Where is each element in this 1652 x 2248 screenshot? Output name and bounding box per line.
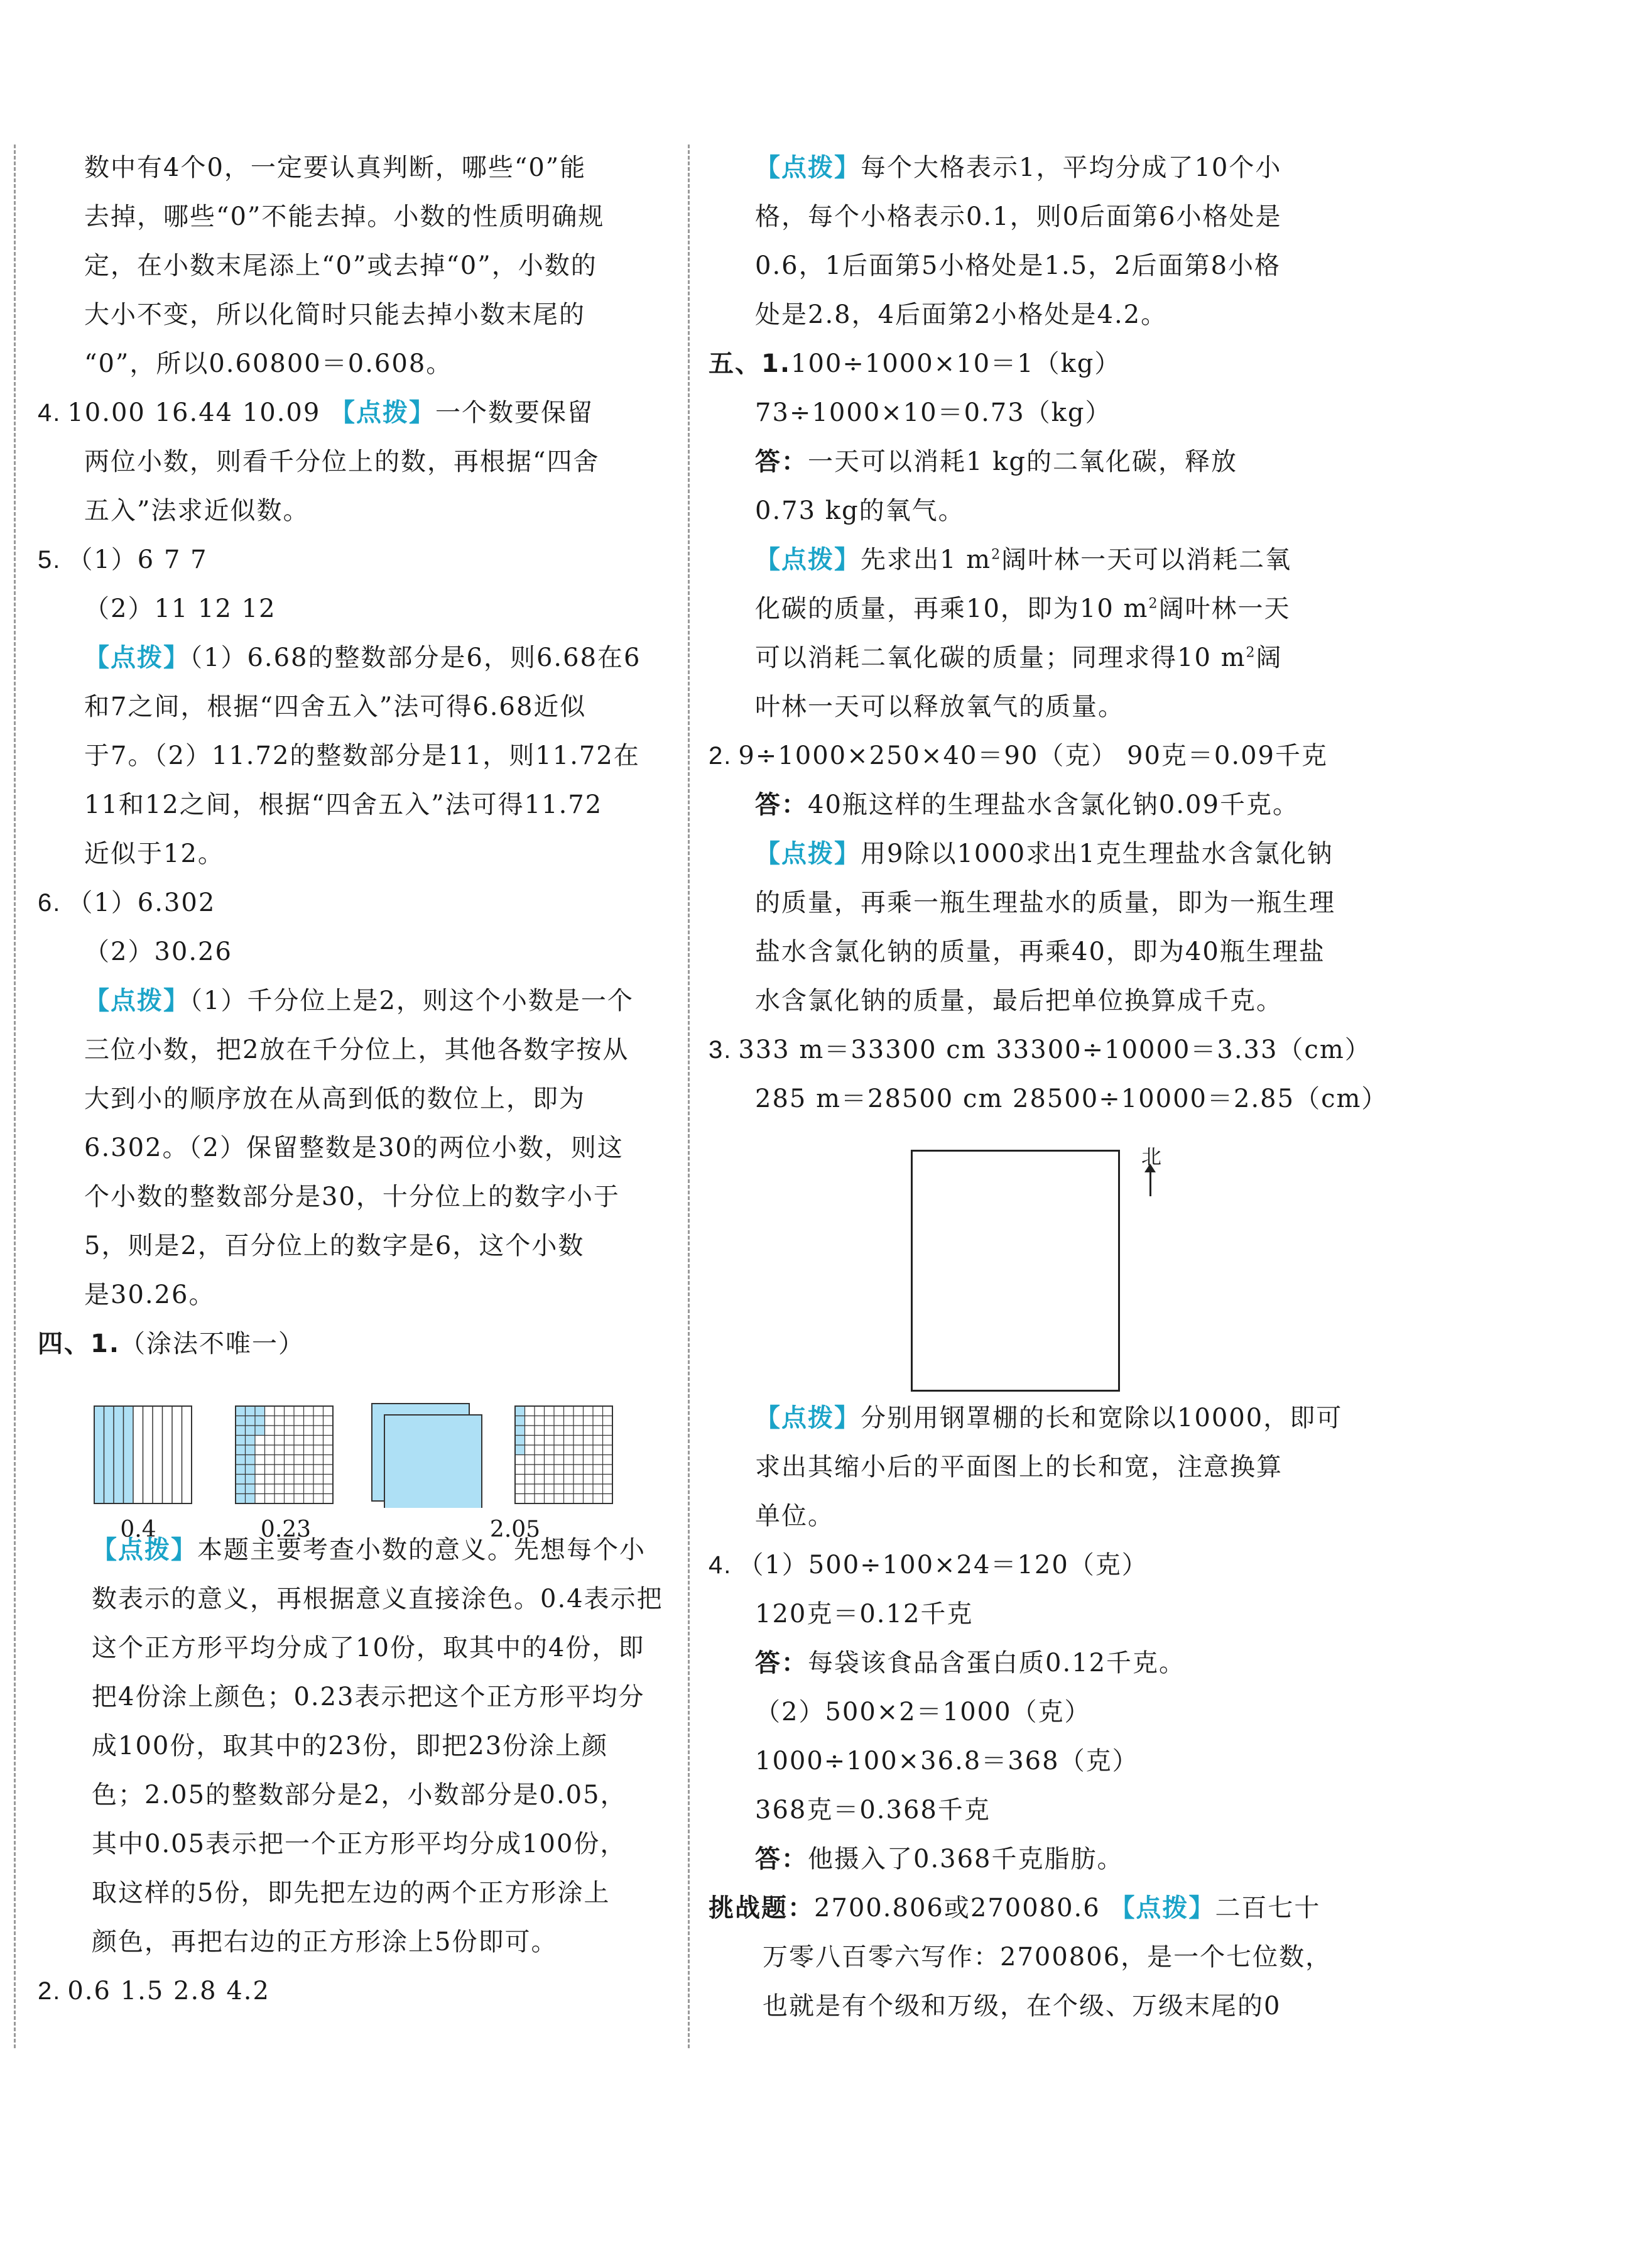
text-span: 的质量，再乘一瓶生理盐水的质量，即为一瓶生理: [755, 888, 1335, 917]
text-line: [709, 1492, 1337, 1541]
text-span: 水含氯化钠的质量，最后把单位换算成千克。: [755, 986, 1283, 1015]
text-span: （1）500÷100×24＝120（克）: [738, 1551, 1148, 1580]
hint-tag: 【点拨】: [330, 398, 436, 427]
text-span: （1）6 7 7: [67, 545, 208, 574]
text-span: 求出其缩小后的平面图上的长和宽，注意换算: [755, 1453, 1283, 1481]
text-span: 先求出1 m: [861, 545, 992, 574]
text-span: 颜色，再把右边的正方形涂上5份即可。: [92, 1928, 558, 1956]
text-span: 阔叶林一天: [1158, 594, 1291, 623]
column-divider: [688, 145, 690, 2048]
text-span: 4.: [38, 399, 62, 427]
shaded-strip: [94, 1406, 104, 1503]
text-span: 和7之间，根据“四舍五入”法可得6.68近似: [84, 692, 587, 721]
shaded-cell: [515, 1436, 525, 1446]
shaded-cell: [255, 1416, 265, 1426]
text-span: （2）500×2＝1000（克）: [755, 1698, 1091, 1727]
text-line: [709, 1933, 1337, 1982]
text-span: 可以消耗二氧化碳的质量；同理求得10 m: [755, 643, 1246, 672]
text-line: [38, 1319, 666, 1368]
text-span: 5，则是2，百分位上的数字是6，这个小数: [84, 1231, 585, 1260]
hint-tag: 【点拨】: [755, 839, 861, 868]
text-line: [38, 829, 666, 878]
text-span: （1）6.302: [67, 888, 216, 917]
text-span: （1）千分位上是2，则这个小数是一个: [190, 986, 634, 1015]
text-line: [38, 1025, 666, 1074]
text-line: [38, 1574, 666, 1623]
text-line: [709, 1835, 1337, 1884]
text-line: [709, 731, 1337, 780]
text-line: [709, 1541, 1337, 1590]
text-span: 6.302。（2）保留整数是30的两位小数，则这: [84, 1133, 624, 1162]
text-line: [38, 976, 666, 1025]
text-span: 10.00 16.44 10.09: [67, 398, 330, 427]
text-span: 处是2.8，4后面第2小格处是4.2。: [755, 300, 1168, 329]
text-line: [38, 290, 666, 339]
text-span: 4.: [709, 1551, 732, 1579]
text-span: 也就是有个级和万级，在个级、万级末尾的0: [763, 1992, 1281, 2021]
hint-tag: 【点拨】: [92, 1536, 197, 1564]
text-line: [38, 1869, 666, 1918]
text-line: [709, 535, 1337, 584]
text-line: [38, 1721, 666, 1771]
north-label: 北: [1141, 1145, 1161, 1169]
text-line: [38, 1270, 666, 1319]
grid-label-2-05: 2.05: [489, 1517, 541, 1542]
shaded-strip: [114, 1406, 124, 1503]
text-span: 3.: [709, 1036, 732, 1064]
decimal-grids-svg: [88, 1401, 641, 1508]
grid-label-0-4: 0.4: [120, 1517, 156, 1542]
text-span: 四、1.: [38, 1329, 121, 1358]
text-span: 每袋该食品含蛋白质0.12千克。: [808, 1649, 1186, 1678]
text-line: [709, 192, 1337, 241]
text-span: （涂法不唯一）: [120, 1329, 305, 1358]
text-line: [38, 1918, 666, 1967]
text-span: 答：: [755, 1845, 808, 1874]
text-span: 答：: [755, 790, 808, 819]
text-span: 2700.806或270080.6: [814, 1894, 1110, 1923]
text-line: [38, 1623, 666, 1672]
shaded-cell: [515, 1426, 525, 1436]
superscript: 2: [991, 547, 1002, 563]
left-margin-line: [14, 145, 16, 2048]
text-span: 答：: [755, 1649, 808, 1678]
text-line: [709, 1590, 1337, 1639]
hint-tag: 【点拨】: [755, 545, 861, 574]
text-span: 盐水含氯化钠的质量，再乘40，即为40瓶生理盐: [755, 937, 1325, 966]
text-span: 100÷1000×10＝1（kg）: [791, 349, 1121, 378]
text-line: [709, 1884, 1337, 1933]
text-span: 定，在小数末尾添上“0”或去掉“0”，小数的: [84, 251, 597, 280]
text-span: 答：: [755, 447, 808, 476]
text-line: [38, 682, 666, 731]
shaded-strip: [124, 1406, 134, 1503]
shaded-cell: [515, 1445, 525, 1455]
text-span: 他摄入了0.368千克脂肪。: [808, 1845, 1124, 1874]
text-span: 6.: [38, 889, 62, 917]
text-span: 其中0.05表示把一个正方形平均分成100份，: [92, 1830, 627, 1858]
text-line: [709, 1074, 1388, 1123]
text-span: 9÷1000×250×40＝90（克） 90克＝0.09千克: [738, 741, 1328, 770]
text-span: 二百七十: [1215, 1894, 1321, 1923]
text-span: 40瓶这样的生理盐水含氯化钠0.09千克。: [808, 790, 1299, 819]
hint-tag: 【点拨】: [1109, 1894, 1215, 1923]
text-span: 数表示的意义，再根据意义直接涂色。0.4表示把: [92, 1585, 663, 1613]
decimal-grids-figure: [88, 1401, 641, 1558]
text-line: [709, 486, 1337, 535]
text-line: [709, 1639, 1337, 1688]
text-span: 五入”法求近似数。: [84, 496, 310, 525]
text-line: [38, 1771, 666, 1820]
shaded-cell: [515, 1416, 525, 1426]
text-span: 叶林一天可以释放氧气的质量。: [755, 692, 1124, 721]
text-span: 个小数的整数部分是30，十分位上的数字小于: [84, 1182, 620, 1211]
text-span: 是30.26。: [84, 1280, 215, 1309]
text-line: [38, 339, 666, 388]
north-arrow-head-icon: [1144, 1164, 1156, 1172]
text-span: 于7。（2）11.72的整数部分是11，则11.72在: [84, 741, 640, 770]
text-line: [709, 437, 1337, 486]
text-line: [709, 682, 1337, 731]
text-span: 单位。: [755, 1502, 834, 1530]
plan-rectangle-figure: [911, 1145, 1175, 1401]
text-span: 挑战题：: [709, 1894, 814, 1923]
text-line: [38, 241, 666, 290]
grid-label-0-23: 0.23: [260, 1517, 312, 1542]
text-line: [38, 1221, 666, 1270]
text-span: 285 m＝28500 cm 28500÷10000＝2.85（cm）: [755, 1084, 1388, 1113]
hint-tag: 【点拨】: [755, 153, 861, 182]
text-line: [709, 1737, 1337, 1786]
text-span: 333 m＝33300 cm 33300÷10000＝3.33（cm）: [738, 1035, 1371, 1064]
text-line: [38, 486, 666, 535]
text-line: [709, 241, 1337, 290]
text-line: [38, 192, 666, 241]
text-line: [709, 1688, 1337, 1737]
text-span: 近似于12。: [84, 839, 224, 868]
text-span: 把4份涂上颜色；0.23表示把这个正方形平均分: [92, 1683, 645, 1711]
text-span: 大小不变，所以化简时只能去掉小数末尾的: [84, 300, 585, 329]
text-line: [38, 633, 666, 682]
text-line: [709, 584, 1337, 633]
shaded-cell: [255, 1406, 265, 1416]
superscript: 2: [1246, 645, 1256, 661]
text-line: [709, 780, 1337, 829]
hint-tag: 【点拨】: [84, 643, 190, 672]
text-line: [38, 1820, 666, 1869]
superscript: 2: [1148, 596, 1159, 612]
text-span: 取这样的5份，即先把左边的两个正方形涂上: [92, 1879, 611, 1907]
text-span: 去掉，哪些“0”不能去掉。小数的性质明确规: [84, 202, 605, 231]
text-span: （2）11 12 12: [84, 594, 276, 623]
text-line: [38, 1123, 666, 1172]
text-line: [38, 143, 666, 192]
text-span: 73÷1000×10＝0.73（kg）: [755, 398, 1112, 427]
text-line: [38, 437, 666, 486]
text-line: [709, 633, 1337, 682]
text-span: 万零八百零六写作：2700806，是一个七位数，: [763, 1943, 1332, 1972]
text-span: （1）6.68的整数部分是6，则6.68在6: [190, 643, 641, 672]
text-line: [38, 878, 666, 927]
text-line: [709, 1982, 1337, 2031]
text-line: [38, 535, 666, 584]
shaded-cell: [515, 1406, 525, 1416]
text-line: [709, 1025, 1371, 1074]
text-line: [38, 584, 666, 633]
text-span: 五、1.: [709, 349, 791, 378]
text-line: [38, 1074, 666, 1123]
text-span: 2.: [709, 742, 732, 770]
text-span: 色；2.05的整数部分是2，小数部分是0.05，: [92, 1781, 627, 1809]
text-line: [709, 1443, 1337, 1492]
north-arrow-icon: [1149, 1169, 1151, 1196]
text-span: 2.: [38, 1977, 62, 2005]
text-line: [709, 976, 1337, 1025]
text-span: 0.6 1.5 2.8 4.2: [67, 1977, 270, 2005]
text-line: [38, 388, 666, 437]
text-span: 分别用钢罩棚的长和宽除以10000，即可: [861, 1404, 1343, 1432]
text-span: 一个数要保留: [435, 398, 594, 427]
text-line: [709, 339, 1337, 388]
text-line: [709, 829, 1337, 878]
text-line: [709, 1786, 1337, 1835]
text-span: 368克＝0.368千克: [755, 1796, 991, 1825]
text-span: 本题主要考查小数的意义。先想每个小: [197, 1536, 646, 1564]
text-span: 5.: [38, 546, 62, 574]
plan-rectangle: [911, 1150, 1120, 1392]
shaded-cell: [255, 1426, 265, 1436]
text-span: 两位小数，则看千分位上的数，再根据“四舍: [84, 447, 600, 476]
text-span: 每个大格表示1，平均分成了10个小: [861, 153, 1282, 182]
text-line: [38, 927, 666, 976]
text-line: [709, 878, 1337, 927]
text-span: 大到小的顺序放在从高到低的数位上，即为: [84, 1084, 585, 1113]
text-span: 用9除以1000求出1克生理盐水含氯化钠: [861, 839, 1334, 868]
text-span: 化碳的质量，再乘10，即为10 m: [755, 594, 1149, 623]
text-span: 0.73 kg的氧气。: [755, 496, 965, 525]
text-line: [38, 1967, 666, 2016]
text-span: 数中有4个0，一定要认真判断，哪些“0”能: [84, 153, 587, 182]
text-line: [38, 780, 666, 829]
text-line: [709, 388, 1337, 437]
text-span: 11和12之间，根据“四舍五入”法可得11.72: [84, 790, 603, 819]
text-line: [38, 731, 666, 780]
text-line: [709, 143, 1337, 192]
text-span: 0.6，1后面第5小格处是1.5，2后面第8小格: [755, 251, 1281, 280]
text-line: [709, 927, 1337, 976]
text-span: 1000÷100×36.8＝368（克）: [755, 1747, 1139, 1776]
text-span: 120克＝0.12千克: [755, 1600, 974, 1629]
text-span: 一天可以消耗1 kg的二氧化碳，释放: [808, 447, 1238, 476]
text-span: 阔: [1256, 643, 1283, 672]
text-span: 格，每个小格表示0.1，则0后面第6小格处是: [755, 202, 1282, 231]
text-span: 阔叶林一天可以消耗二氧: [1001, 545, 1292, 574]
text-line: [709, 290, 1337, 339]
text-span: 三位小数，把2放在千分位上，其他各数字按从: [84, 1035, 629, 1064]
hint-tag: 【点拨】: [84, 986, 190, 1015]
shaded-strip: [104, 1406, 114, 1503]
text-span: “0”，所以0.60800＝0.608。: [84, 349, 453, 378]
text-line: [38, 1672, 666, 1721]
text-span: 这个正方形平均分成了10份，取其中的4份，即: [92, 1634, 645, 1662]
text-span: 成100份，取其中的23份，即把23份涂上颜: [92, 1732, 609, 1760]
text-line: [38, 1172, 666, 1221]
text-span: （2）30.26: [84, 937, 232, 966]
hint-tag: 【点拨】: [755, 1404, 861, 1432]
full-square-front: [384, 1415, 482, 1508]
